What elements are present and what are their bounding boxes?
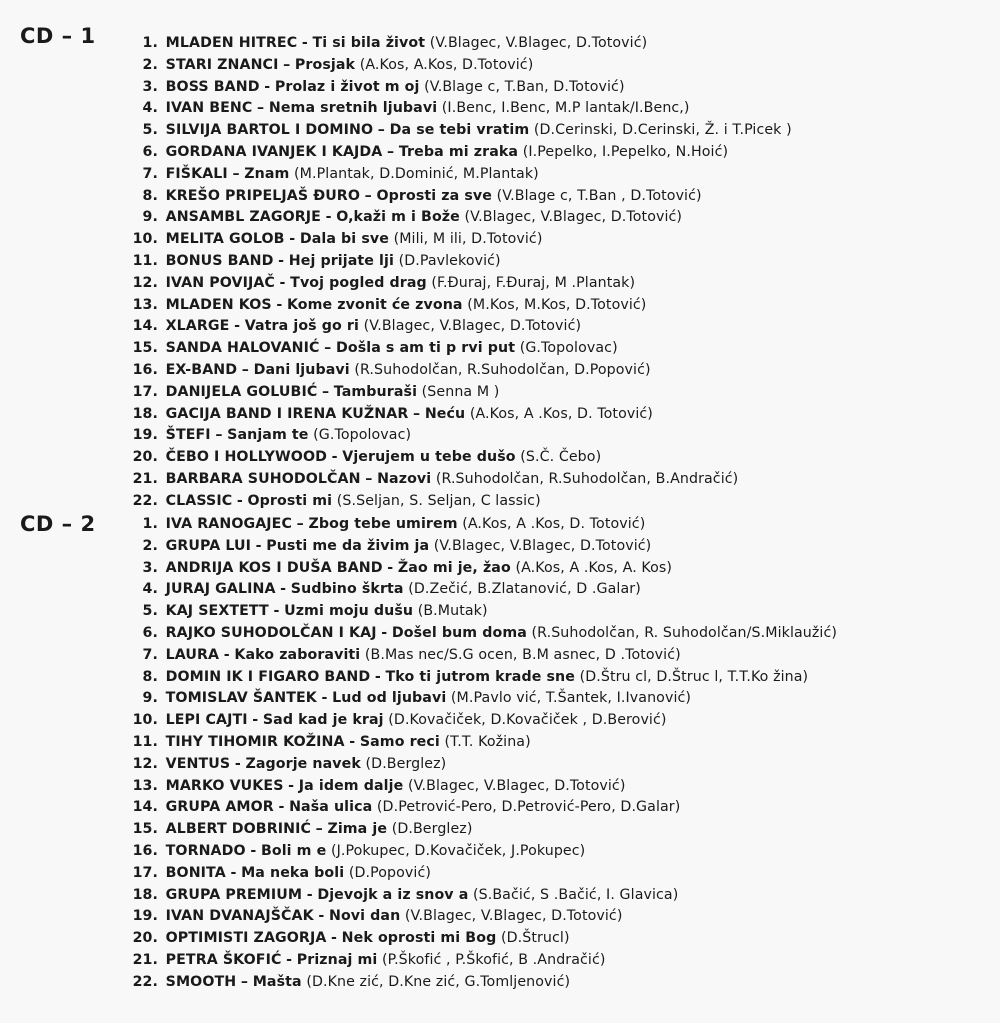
track-credits: (R.Suhodolčan, R.Suhodolčan, B.Andračić) [435,470,739,487]
track-row [113,207,993,229]
track-number: 2. [142,56,158,73]
track-row [113,863,993,885]
track-title: Nek oprosti mi Bog [341,930,497,947]
track-row [113,229,993,251]
track-artist: ŠTEFI [165,427,211,444]
track-separator: – [215,427,223,444]
track-title: Tamburaši [333,383,418,400]
track-row [113,98,993,120]
track-separator: - [255,537,262,554]
track-credits: (I.Benc, I.Benc, M.P lantak/I.Benc,) [441,100,690,117]
track-number: 10. [132,231,158,248]
track-separator: – [296,516,304,532]
track-separator: – [364,187,372,204]
track-credits: (G.Topolovac) [313,427,412,444]
track-credits: (P.Škofić , P.Škofić, B .Andračić) [381,951,606,968]
track-credits: (B.Mutak) [417,603,488,620]
track-credits: (Mili, M ili, D.Totović) [393,231,543,248]
track-number: 4. [142,100,158,117]
track-title: Pusti me da živim ja [266,537,430,554]
track-row [113,906,993,928]
track-credits: (D.Kovačiček, D.Kovačiček , D.Berović) [388,712,667,729]
track-separator: - [289,231,296,248]
track-number: 1. [142,35,158,51]
track-title: Uzmi moju dušu [284,603,414,620]
track-number: 20. [132,930,158,947]
track-separator: - [325,209,332,226]
track-artist: OPTIMISTI ZAGORJA [165,930,327,947]
track-separator: - [280,581,287,598]
track-row [113,950,993,972]
track-separator: - [381,624,388,641]
track-row [113,754,993,776]
track-title: Novi dan [328,908,401,925]
track-separator: – [412,405,421,422]
track-credits: (A.Kos, A .Kos, A. Kos) [515,559,673,576]
track-artist: VENTUS [165,755,231,772]
track-title: Oprosti mi [247,492,333,509]
cd1-tracklist [113,33,993,513]
track-row [113,710,993,732]
track-artist: ČEBO I HOLLYWOOD [165,449,327,466]
track-row [113,186,993,208]
track-artist: LEPI CAJTI [165,712,248,729]
track-row [113,447,993,469]
track-artist: IVA RANOGAJEC [165,516,292,532]
track-row [113,251,993,273]
track-artist: GRUPA LUI [165,537,251,554]
cd1-label: CD – 1 [20,24,96,48]
track-artist: DOMIN IK I FIGARO BAND [165,668,371,685]
track-title: Mašta [252,973,302,990]
track-credits: (D.Berglez) [391,821,473,838]
track-separator: - [387,559,394,576]
track-row [113,33,993,55]
track-separator: - [276,296,283,313]
track-number: 6. [142,143,158,160]
track-credits: (V.Blagec, V.Blagec, D.Totović) [429,35,648,51]
track-artist: BOSS BAND [165,78,260,95]
track-row [113,469,993,491]
track-separator: - [288,777,295,794]
track-row [113,819,993,841]
track-credits: (D.Popović) [348,864,431,881]
track-credits: (D.Petrović-Pero, D.Petrović-Pero, D.Galar) [376,799,681,816]
track-number: 5. [142,603,158,620]
track-row [113,732,993,754]
cd2-label: CD – 2 [20,512,96,536]
track-credits: (S.Seljan, S. Seljan, C lassic) [336,492,541,509]
track-separator: - [250,842,257,859]
track-credits: (F.Đuraj, F.Đuraj, M .Plantak) [431,274,636,291]
track-credits: (S.Bačić, S .Bačić, I. Glavica) [473,886,679,903]
track-separator: - [234,318,241,335]
track-credits: (D.Štrucl) [500,930,570,947]
track-title: Lud od ljubavi [332,690,447,707]
track-separator: – [241,361,249,378]
track-number: 20. [132,449,158,466]
track-number: 17. [132,864,158,881]
track-title: Ma neka boli [241,864,345,881]
track-artist: CLASSIC [165,492,233,509]
track-row [113,776,993,798]
track-title: Kako zaboraviti [234,646,361,663]
track-number: 5. [142,122,158,139]
track-number: 4. [142,581,158,598]
track-artist: LAURA [165,646,220,663]
track-row [113,558,993,580]
track-title: Dani ljubavi [253,361,350,378]
track-number: 7. [142,646,158,663]
track-credits: (D.Zečić, B.Zlatanović, D .Galar) [408,581,641,598]
track-title: Znam [244,165,290,182]
track-artist: PETRA ŠKOFIĆ [165,951,282,968]
track-row [113,645,993,667]
track-row [113,688,993,710]
track-number: 2. [142,537,158,554]
track-title: Zagorje navek [245,755,361,772]
track-number: 22. [132,973,158,990]
track-row [113,55,993,77]
track-credits: (V.Blagec, V.Blagec, D.Totović) [407,777,626,794]
track-artist: STARI ZNANCI [165,56,279,73]
track-credits: (J.Pokupec, D.Kovačiček, J.Pokupec) [330,842,586,859]
track-title: Tvoj pogled drag [290,274,427,291]
track-separator: - [331,449,338,466]
track-title: Zima je [327,821,388,838]
track-artist: TORNADO [165,842,246,859]
track-number: 3. [142,78,158,95]
track-separator: - [264,78,271,95]
track-number: 6. [142,624,158,641]
track-number: 13. [132,296,158,313]
track-artist: BARBARA SUHODOLČAN [165,470,361,487]
track-artist: IVAN BENC [165,100,253,117]
track-row [113,972,993,994]
track-row [113,514,993,536]
track-number: 13. [132,777,158,794]
track-credits: (S.Č. Čebo) [520,449,602,466]
track-number: 15. [132,821,158,838]
track-title: Da se tebi vratim [389,122,530,139]
track-artist: ANDRIJA KOS I DUŠA BAND [165,559,383,576]
track-artist: KAJ SEXTETT [165,603,269,620]
track-title: Oprosti za sve [376,187,492,204]
track-credits: (R.Suhodolčan, R.Suhodolčan, D.Popović) [354,361,651,378]
track-credits: (D.Cerinski, D.Cerinski, Ž. i T.Picek ) [533,122,792,139]
track-credits: (A.Kos, A .Kos, D. Totović) [462,516,646,532]
track-credits: (D.Pavleković) [398,252,501,269]
track-credits: (T.T. Kožina) [444,733,531,750]
track-credits: (A.Kos, A .Kos, D. Totović) [469,405,653,422]
track-credits: (R.Suhodolčan, R. Suhodolčan/S.Miklaužić) [531,624,837,641]
track-title: Priznaj mi [296,951,378,968]
track-title: Ja idem dalje [298,777,404,794]
track-separator: - [252,712,259,729]
track-separator: - [273,603,280,620]
track-title: Boli m e [260,842,327,859]
track-title: Tko ti jutrom krade sne [385,668,575,685]
track-separator: - [318,908,325,925]
track-credits: (I.Pepelko, I.Pepelko, N.Hoić) [522,143,729,160]
track-artist: MELITA GOLOB [165,231,285,248]
track-artist: DANIJELA GOLUBIĆ [165,383,318,400]
track-artist: MLADEN KOS [165,296,272,313]
track-artist: EX-BAND [165,361,238,378]
track-number: 18. [132,886,158,903]
track-artist: ANSAMBL ZAGORJE [165,209,321,226]
track-number: 8. [142,187,158,204]
track-row [113,425,993,447]
track-artist: BONITA [165,864,226,881]
track-title: Hej prijate lji [288,252,394,269]
track-title: Zbog tebe umirem [308,516,458,532]
track-separator: - [306,886,313,903]
track-row [113,536,993,558]
track-title: Kome zvonit će zvona [286,296,463,313]
track-number: 18. [132,405,158,422]
track-number: 15. [132,340,158,357]
track-separator: - [234,755,241,772]
track-credits: (D.Kne zić, D.Kne zić, G.Tomljenović) [306,973,571,990]
track-title: Došel bum doma [391,624,527,641]
track-number: 12. [132,274,158,291]
track-row [113,164,993,186]
track-separator: – [283,56,291,73]
track-number: 16. [132,361,158,378]
track-title: Dala bi sve [299,231,389,248]
track-title: Nema sretnih ljubavi [268,100,438,117]
track-title: Ti si bila život [312,35,426,51]
track-title: Neću [424,405,466,422]
track-number: 8. [142,668,158,685]
track-artist: JURAJ GALINA [165,581,276,598]
track-separator: - [278,252,285,269]
track-number: 21. [132,470,158,487]
track-artist: FIŠKALI [165,165,228,182]
track-separator: - [236,492,243,509]
track-row [113,360,993,382]
track-number: 16. [132,842,158,859]
track-row [113,142,993,164]
track-number: 11. [132,252,158,269]
track-credits: (G.Topolovac) [519,340,618,357]
track-artist: SANDA HALOVANIĆ [165,340,320,357]
track-separator: – [240,973,249,990]
track-separator: – [365,470,373,487]
track-credits: (M.Pavlo vić, T.Šantek, I.Ivanović) [450,690,692,707]
track-separator: - [230,864,237,881]
track-artist: TIHY TIHOMIR KOŽINA [165,733,345,750]
track-separator: - [286,951,293,968]
track-number: 7. [142,165,158,182]
track-number: 11. [132,733,158,750]
track-separator: – [387,143,395,160]
track-title: Vatra još go ri [244,318,359,335]
track-credits: (B.Mas nec/S.G ocen, B.M asnec, D .Totović) [364,646,681,663]
track-artist: GORDANA IVANJEK I KAJDA [165,143,383,160]
track-title: Sanjam te [227,427,309,444]
track-row [113,273,993,295]
track-artist: BONUS BAND [165,252,274,269]
track-credits: (M.Plantak, D.Dominić, M.Plantak) [294,165,539,182]
track-row [113,491,993,513]
track-credits: (M.Kos, M.Kos, D.Totović) [467,296,647,313]
track-separator: - [223,646,230,663]
track-artist: RAJKO SUHODOLČAN I KAJ [165,624,377,641]
track-credits: (V.Blagec, V.Blagec, D.Totović) [363,318,582,335]
track-row [113,623,993,645]
track-credits: (V.Blage c, T.Ban, D.Totović) [424,78,625,95]
track-number: 9. [142,690,158,707]
track-artist: ALBERT DOBRINIĆ [165,821,311,838]
track-number: 12. [132,755,158,772]
track-separator: - [279,274,286,291]
track-number: 14. [132,318,158,335]
track-separator: - [301,35,308,51]
track-row [113,77,993,99]
track-number: 9. [142,209,158,226]
track-number: 21. [132,951,158,968]
track-separator: - [349,733,356,750]
track-artist: XLARGE [165,318,230,335]
track-title: Sudbino škrta [290,581,404,598]
track-separator: – [315,821,323,838]
track-artist: TOMISLAV ŠANTEK [165,690,317,707]
track-row [113,316,993,338]
track-separator: – [257,100,265,117]
track-title: Nazovi [377,470,432,487]
track-number: 10. [132,712,158,729]
track-credits: (Senna M ) [421,383,500,400]
track-number: 22. [132,492,158,509]
track-artist: MLADEN HITREC [165,35,298,51]
track-credits: (V.Blagec, V.Blagec, D.Totović) [464,209,683,226]
track-number: 19. [132,908,158,925]
track-separator: – [377,122,385,139]
track-artist: GACIJA BAND I IRENA KUŽNAR [165,405,409,422]
track-number: 19. [132,427,158,444]
track-row [113,667,993,689]
track-row [113,382,993,404]
track-row [113,601,993,623]
track-artist: GRUPA AMOR [165,799,274,816]
track-title: Prolaz i život m oj [274,78,420,95]
track-credits: (D.Štru cl, D.Štruc l, T.T.Ko žina) [579,668,809,685]
track-separator: - [374,668,381,685]
track-credits: (V.Blagec, V.Blagec, D.Totović) [433,537,652,554]
track-row [113,295,993,317]
track-title: Prosjak [294,56,356,73]
track-separator: – [232,165,240,182]
track-title: Vjerujem u tebe dušo [342,449,516,466]
track-row [113,797,993,819]
track-artist: SMOOTH [165,973,237,990]
track-artist: KREŠO PRIPELJAŠ ĐURO [165,187,360,204]
track-row [113,338,993,360]
track-separator: – [321,383,330,400]
track-separator: – [324,340,332,357]
track-credits: (D.Berglez) [365,755,447,772]
track-number: 1. [142,516,158,532]
track-title: Sad kad je kraj [262,712,384,729]
track-number: 17. [132,383,158,400]
track-artist: GRUPA PREMIUM [165,886,303,903]
track-separator: - [278,799,285,816]
track-title: Treba mi zraka [398,143,519,160]
track-title: O,kaži m i Bože [336,209,460,226]
track-credits: (V.Blagec, V.Blagec, D.Totović) [404,908,623,925]
track-row [113,404,993,426]
track-artist: IVAN DVANAJŠČAK [165,908,314,925]
track-title: Došla s am ti p rvi put [335,340,516,357]
track-row [113,579,993,601]
track-separator: - [331,930,338,947]
track-row [113,841,993,863]
track-credits: (A.Kos, A.Kos, D.Totović) [359,56,534,73]
track-title: Naša ulica [289,799,373,816]
track-number: 14. [132,799,158,816]
track-credits: (V.Blage c, T.Ban , D.Totović) [496,187,702,204]
track-title: Samo reci [359,733,440,750]
track-title: Žao mi je, žao [397,559,511,576]
track-separator: - [321,690,328,707]
track-row [113,928,993,950]
cd2-tracklist [113,514,993,994]
track-artist: SILVIJA BARTOL I DOMINO [165,122,374,139]
track-artist: MARKO VUKES [165,777,284,794]
track-artist: IVAN POVIJAČ [165,274,275,291]
track-row [113,885,993,907]
track-number: 3. [142,559,158,576]
track-row [113,120,993,142]
track-title: Djevojk a iz snov a [317,886,469,903]
